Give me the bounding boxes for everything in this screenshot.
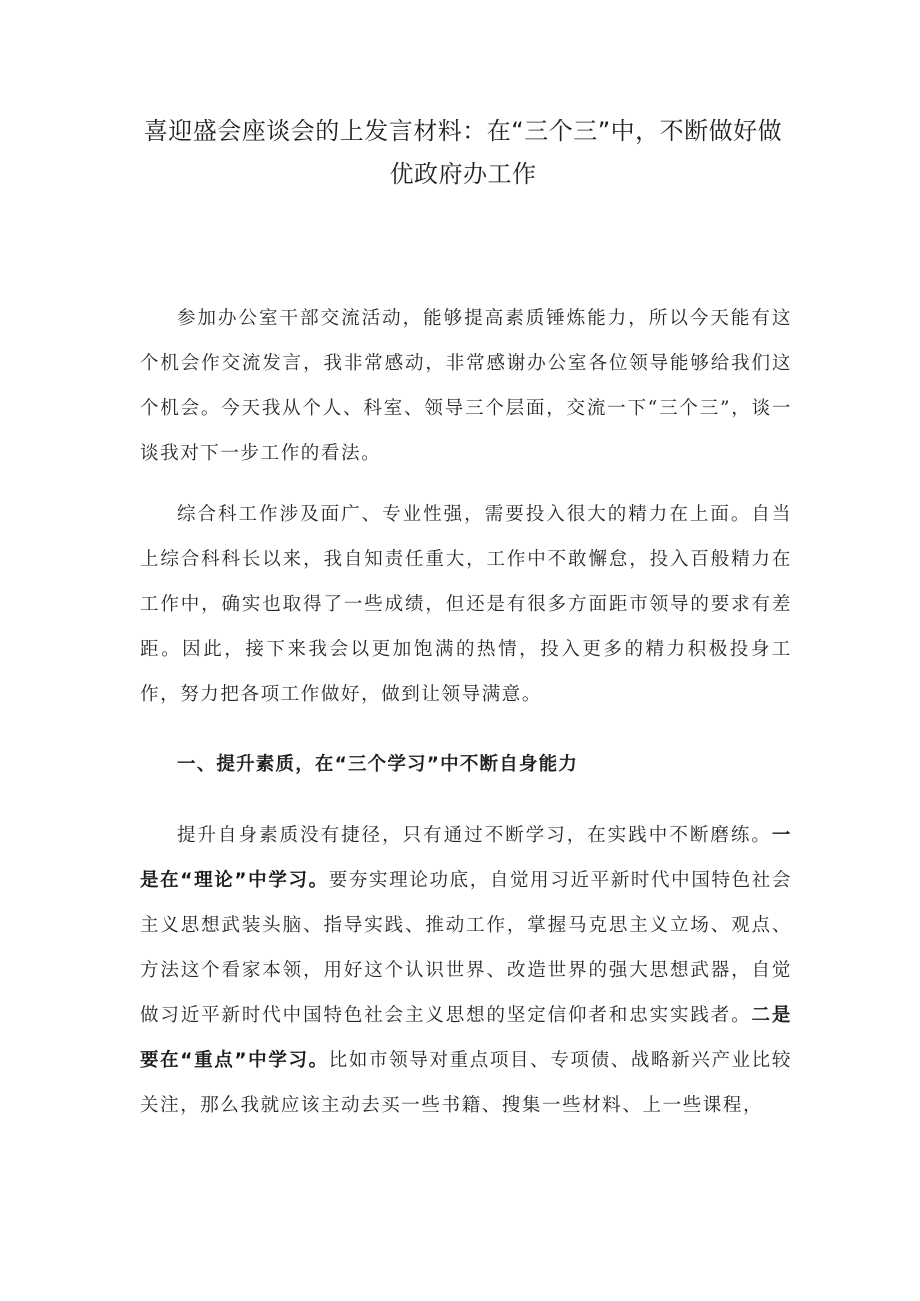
paragraph-third-text-3: 比如市领导对重点项目、专项债、战略新兴产业比较关注，那么我就应该主动去买一些书籍、搜集一些材料、上一些课程， (140, 1050, 792, 1116)
paragraph-second: 综合科工作涉及面广、专业性强，需要投入很大的精力在上面。自当上综合科科长以来，我自知责任重大，工作中不敢懈怠，投入百般精力在工作中，确实也取得了一些成绩，但还是有很多方面距市领导的要求有差距。因此，接下来我会以更加饱满的热情，投入更多的精力积极投身工作，努力把各项工作做好，做到让领导满意。 (140, 504, 792, 705)
paragraph-third-text-2: 要夯实理论功底，自觉用习近平新时代中国特色社会主义思想武装头脑、指导实践、推动工作，掌握马克思主义立场、观点、方法这个看家本领，用好这个认识世界、改造世界的强大思想武器，自觉做习近平新时代中国特色社会主义思想的坚定信仰者和忠实实践者。 (140, 870, 792, 1026)
paragraph-third-emphasis-1: 一是在“理论”中学习。 (140, 825, 792, 891)
document-title: 喜迎盛会座谈会的上发言材料：在“三个三”中，不断做好做优政府办工作 (143, 117, 783, 188)
section-heading-1: 一、提升素质，在“三个学习”中不断自身能力 (177, 754, 579, 775)
paragraph-third-text-1: 提升自身素质没有捷径，只有通过不断学习，在实践中不断磨练。 (177, 825, 772, 846)
paragraph-third-emphasis-2: 二是要在“重点”中学习。 (140, 1005, 792, 1071)
paragraph-third (140, 813, 792, 1128)
document-body (140, 296, 792, 1128)
paragraph-intro: 参加办公室干部交流活动，能够提高素质锤炼能力，所以今天能有这个机会作交流发言，我非常感动，非常感谢办公室各位领导能够给我们这个机会。今天我从个人、科室、领导三个层面，交流一下“三个三”，谈一谈我对下一步工作的看法。 (140, 308, 792, 464)
